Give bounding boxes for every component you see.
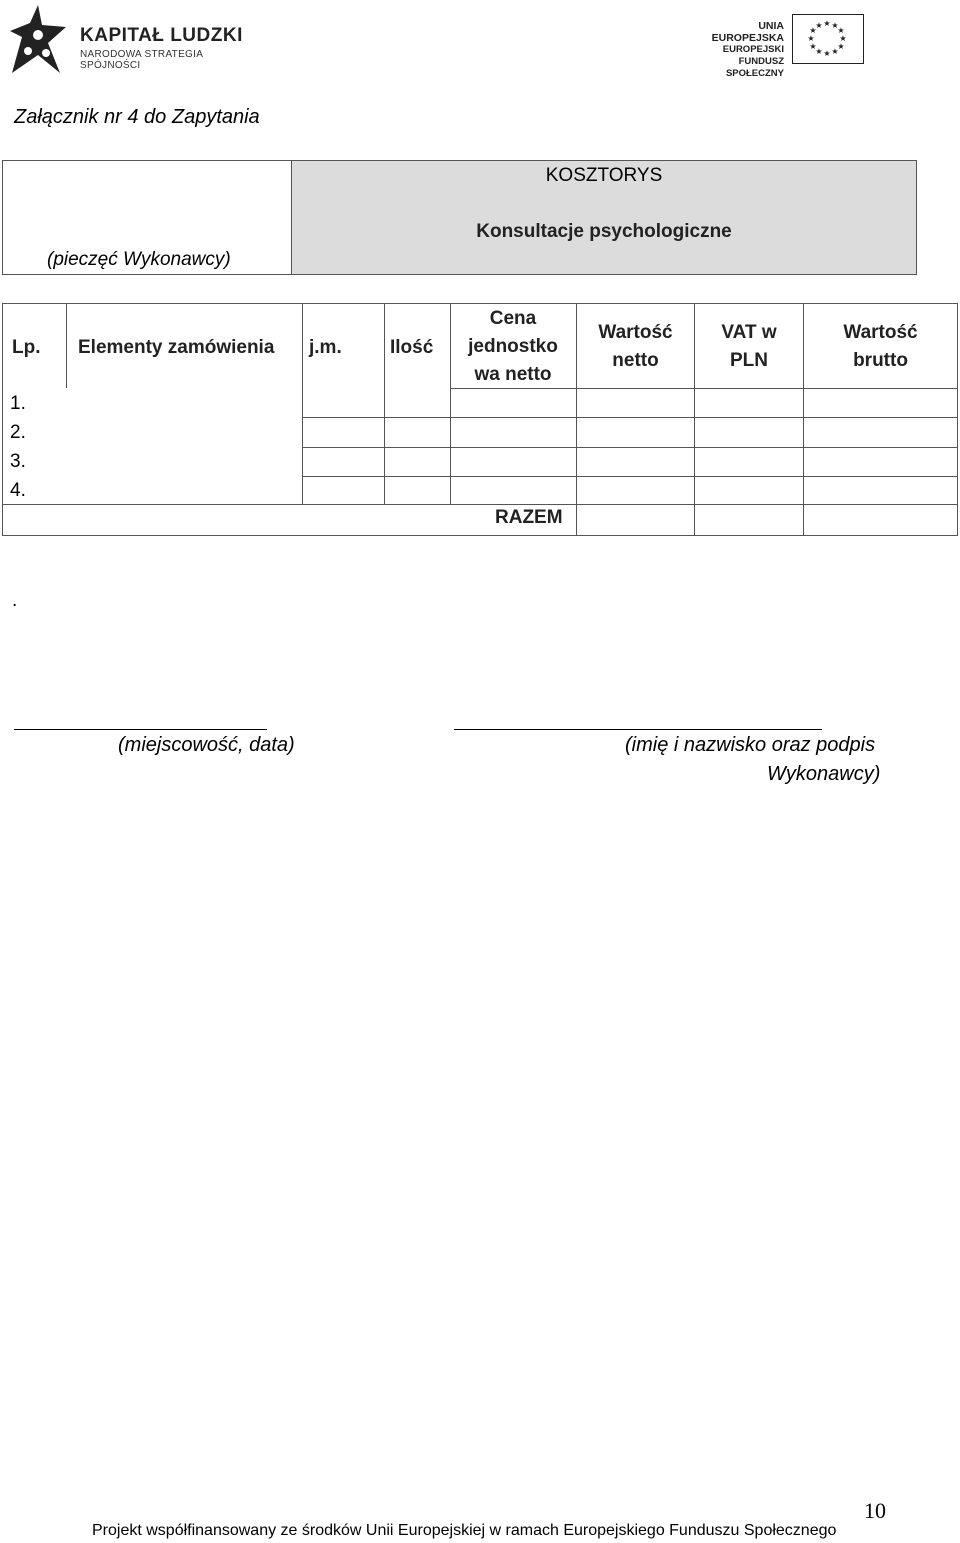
svg-text:★: ★	[815, 21, 823, 30]
svg-text:★: ★	[837, 26, 845, 35]
header-net-line2: netto	[612, 350, 659, 371]
document-subtitle: Konsultacje psychologiczne	[476, 221, 732, 242]
total-label: RAZEM	[495, 507, 563, 528]
svg-text:★: ★	[809, 42, 817, 51]
header-unit-price-line1: Cena	[489, 308, 537, 329]
header-unit-price	[451, 305, 575, 389]
svg-text:★: ★	[823, 19, 831, 28]
header-unit: j.m.	[309, 337, 342, 358]
dot: .	[12, 590, 18, 611]
place-date-line	[14, 729, 267, 730]
eu-logo	[684, 14, 866, 79]
row-number: 2.	[10, 422, 26, 443]
header-vat	[695, 319, 803, 375]
eu-line2: EUROPEJSKI	[722, 44, 784, 55]
header-vat-line2: PLN	[730, 350, 768, 371]
stamp-label: (pieczęć Wykonawcy)	[47, 249, 231, 270]
title-cell	[292, 161, 916, 274]
header-gross-line1: Wartość	[843, 322, 918, 343]
row-number: 4.	[10, 480, 26, 501]
logo-subtitle: NARODOWA STRATEGIA SPÓJNOŚCI	[80, 49, 203, 71]
document-title: KOSZTORYS	[545, 165, 663, 186]
signature-label-line1: (imię i nazwisko oraz podpis	[625, 734, 876, 756]
logo-title: KAPITAŁ LUDZKI	[80, 25, 243, 46]
header-lp: Lp.	[12, 337, 41, 358]
eu-logo-text	[684, 20, 784, 80]
eu-line3: FUNDUSZ SPOŁECZNY	[725, 56, 784, 79]
svg-text:★: ★	[823, 49, 831, 58]
svg-text:★: ★	[831, 47, 839, 56]
header-unit-price-line2: jednostko	[468, 336, 558, 357]
kapital-ludzki-emblem-icon	[8, 3, 70, 79]
svg-text:★: ★	[837, 42, 845, 51]
annex-title: Załącznik nr 4 do Zapytania	[14, 106, 260, 128]
svg-text:★: ★	[807, 34, 815, 43]
place-date-label: (miejscowość, data)	[118, 734, 295, 756]
header-box	[2, 160, 917, 275]
eu-line1: UNIA EUROPEJSKA	[711, 20, 784, 44]
svg-text:★: ★	[815, 47, 823, 56]
page-number: 10	[864, 1498, 886, 1523]
header-net-value	[577, 319, 694, 375]
header-qty: Ilość	[390, 337, 434, 358]
eu-flag-icon	[792, 14, 864, 64]
col-divider	[302, 303, 303, 504]
row-divider	[2, 504, 957, 505]
row-divider	[302, 476, 957, 477]
kapital-ludzki-logo	[8, 3, 248, 81]
signature-label-line2: Wykonawcy)	[767, 763, 881, 785]
svg-text:★: ★	[809, 26, 817, 35]
header-elements: Elementy zamówienia	[78, 337, 275, 358]
col-divider	[384, 303, 385, 504]
stamp-cell	[3, 161, 292, 274]
svg-text:★: ★	[839, 34, 847, 43]
col-divider	[66, 303, 67, 388]
header-gross-value	[804, 319, 957, 375]
signature-line	[454, 729, 822, 730]
header-unit-price-line3: wa netto	[474, 364, 552, 385]
row-divider	[302, 417, 957, 418]
header-net-line1: Wartość	[598, 322, 673, 343]
row-number: 3.	[10, 451, 26, 472]
header-gross-line2: brutto	[853, 350, 908, 371]
header-vat-line1: VAT w	[721, 322, 777, 343]
footer-text: Projekt współfinansowany ze środków Unii Europejskiej w ramach Europejskiego Funduszu Społecznego	[92, 1522, 837, 1539]
row-divider	[302, 447, 957, 448]
row-number: 1.	[10, 393, 26, 414]
svg-text:★: ★	[831, 21, 839, 30]
